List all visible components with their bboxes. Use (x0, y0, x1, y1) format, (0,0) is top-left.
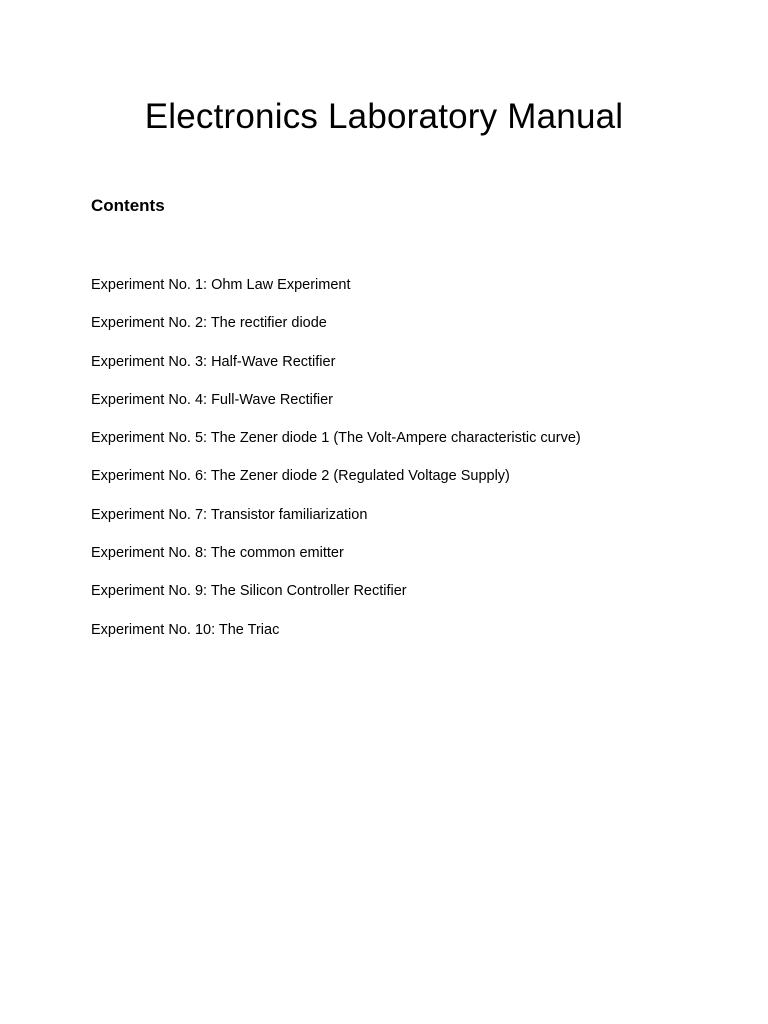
toc-item-experiment-9: Experiment No. 9: The Silicon Controller Rectifier (91, 583, 407, 600)
toc-item-experiment-7: Experiment No. 7: Transistor familiarization (91, 506, 368, 523)
toc-item-experiment-2: Experiment No. 2: The rectifier diode (91, 315, 327, 332)
toc-item-experiment-1: Experiment No. 1: Ohm Law Experiment (91, 277, 351, 293)
page-title: Electronics Laboratory Manual (144, 97, 624, 136)
toc-item-experiment-3: Experiment No. 3: Half-Wave Rectifier (91, 353, 336, 370)
toc-item-experiment-4: Experiment No. 4: Full-Wave Rectifier (91, 391, 334, 408)
contents-heading: Contents (91, 196, 165, 215)
toc-item-experiment-8: Experiment No. 8: The common emitter (91, 545, 344, 562)
toc-item-experiment-5: Experiment No. 5: The Zener diode 1 (The Volt-Ampere characteristic curve) (91, 430, 581, 447)
toc-item-experiment-10: Experiment No. 10: The Triac (91, 621, 280, 638)
toc-item-experiment-6: Experiment No. 6: The Zener diode 2 (Regulated Voltage Supply) (91, 468, 510, 485)
table-of-contents (91, 274, 731, 657)
